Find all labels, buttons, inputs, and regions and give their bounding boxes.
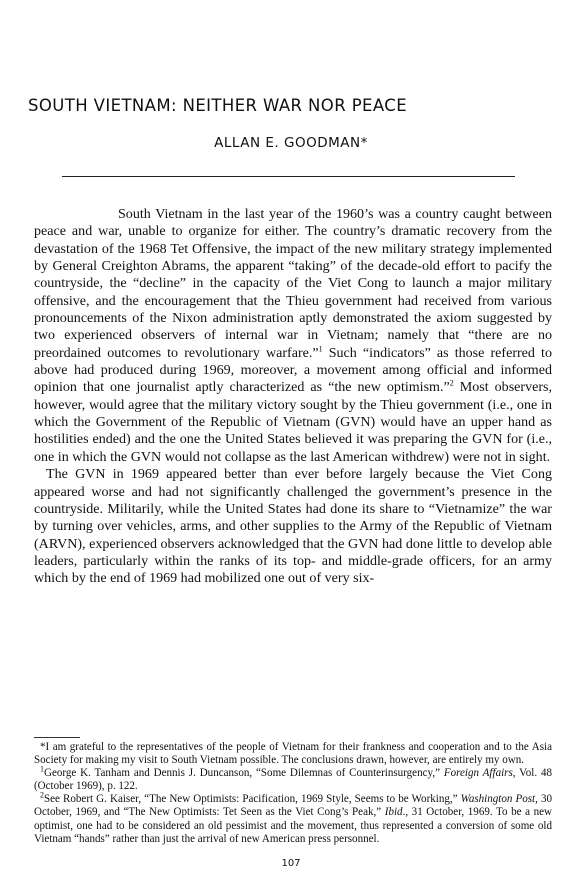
footnote-ref-2: 2 <box>449 378 454 388</box>
footnote-1-text-b: , Vol. 48 (October 1969), p. 122. <box>34 767 552 793</box>
footnote-2 <box>34 790 553 845</box>
footnote-2-ibid: Ibid <box>384 806 403 819</box>
footnote-divider <box>34 737 80 738</box>
article-title: SOUTH VIETNAM: NEITHER WAR NOR PEACE <box>28 96 408 115</box>
title-divider <box>62 176 515 177</box>
footnote-star: *I am grateful to the representatives of the people of Vietnam for their frankness and cooperation and to the Asia Society for making my visit to South Vietnam possible. The conclusions drawn, however, are entirely my own. <box>34 741 552 767</box>
article-body <box>34 206 552 588</box>
footnote-1-journal: Foreign Affairs <box>443 767 513 780</box>
footnote-2-text-a: See Robert G. Kaiser, “The New Optimists: Pacification, 1969 Style, Seems to be Working,” <box>44 793 461 806</box>
page-number: 107 <box>281 858 301 869</box>
paragraph-1 <box>34 206 552 466</box>
footnotes <box>34 741 552 846</box>
footnote-2-number: 2 <box>40 790 44 800</box>
paragraph-1-text-a: South Vietnam in the last year of the 1960’s was a country caught between peace and war, unable to organize for either. The country’s dramatic recovery from the devastation of the 1968 Tet Offensive, the impact of the new military strategy implemented by General Creighton Abrams, the apparent “taking” of the decade-old effort to pacify the countryside, the “decline” in the capacity of the Viet Cong to launch a major military offensive, and the encouragement that the Thieu government had received from various pronouncements of the Nixon administration aptly demonstrated the axiom suggested by two experienced observers of internal war in Vietnam; namely that “there are no preordained outcomes to revolutionary warfare.” <box>34 206 552 361</box>
paragraph-2: The GVN in 1969 appeared better than ever before largely because the Viet Cong appeared worse and had not significantly challenged the government’s presence in the countryside. Militarily, while the United States had done its share to “Vietnamize” the war by turning over vehicles, arms, and other supplies to the Army of the Republic of Vietnam (ARVN), experienced observers acknowledged that the GVN had done little to develop able leaders, particularly within the ranks of its top- and middle-grade officers, for an army which by the end of 1969 had mobilized one out of very six- <box>34 466 552 587</box>
article-author: ALLAN E. GOODMAN* <box>214 135 368 151</box>
paragraph-1-text-c: Most observers, however, would agree that the military victory sought by the Thieu government (i.e., one in which the Government of the Republic of Vietnam (GVN) would have an upper hand as hostilities ended) and the one the United States believed it was preparing the GVN for (i.e., one in which the GVN would not collapse as the last American withdrew) were not in sight. <box>34 379 552 465</box>
footnote-ref-1: 1 <box>318 344 323 354</box>
footnote-2-text-c: ., 31 October, 1969. To be a new optimist, one had to be considered an old pessimist and the movement, thus represented a conversion of some old Vietnam “hands” rather than just the arrival of new American press personnel. <box>34 806 552 845</box>
footnote-1-number: 1 <box>40 764 44 774</box>
footnote-1 <box>34 764 552 793</box>
paragraph-1-text-b: Such “indicators” as those referred to above had produced during 1969, moreover, a movement among official and informed opinion that one journalist aptly characterized as “the new optimism.” <box>34 344 552 396</box>
footnote-2-text-b: , 30 October, 1969, and “The New Optimists: Tet Seen as the Viet Cong’s Peak,” <box>34 793 553 819</box>
footnote-2-newspaper: Washington Post <box>460 793 536 806</box>
footnote-1-text-a: George K. Tanham and Dennis J. Duncanson, “Some Dilemnas of Counterinsurgency,” <box>44 767 444 780</box>
